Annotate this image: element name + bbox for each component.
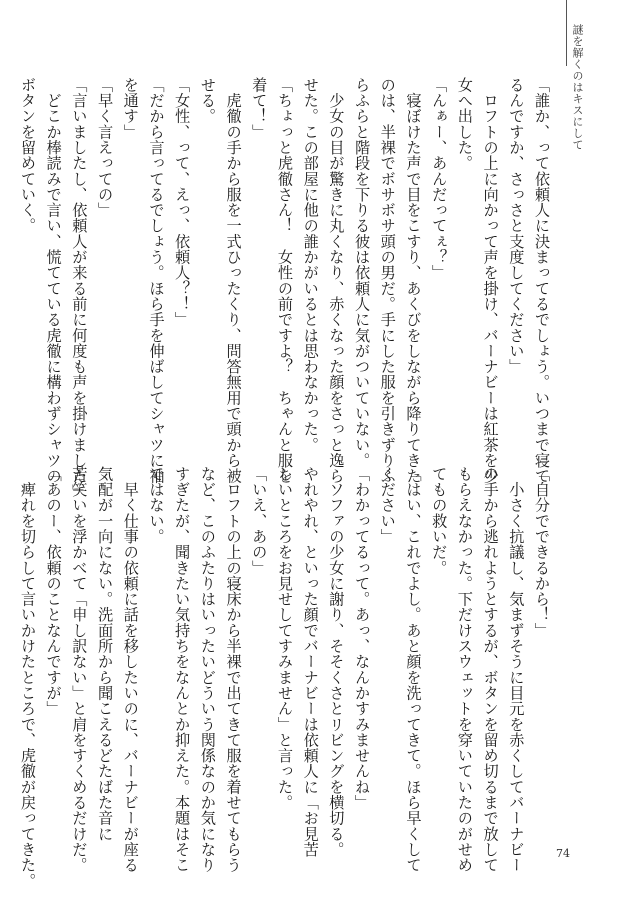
text-line: 「あのー、依頼のことなんですが」 xyxy=(44,466,63,717)
text-line: 「言いましたし、依頼人が来る前に何度も声を掛けました」 xyxy=(70,77,89,500)
text-line: 女へ出した。 xyxy=(455,77,474,171)
header-rule xyxy=(566,0,567,66)
text-line: 「だから言ってるでしょう。ほら手を伸ばしてシャツに袖 xyxy=(147,77,166,484)
text-line: 少女の目が驚きに丸くなり、赤くなった顔をさっと逸ら xyxy=(327,77,346,484)
running-title: 謎を解くのはキスにして xyxy=(571,24,584,151)
text-line: 「自分でできるから！」 xyxy=(533,466,551,639)
text-line: 小さく抗議し、気まずそうに目元を赤くしてバーナビー xyxy=(507,466,526,873)
text-line: やれやれ、といった顔でバーナビーは依頼人に「お見苦 xyxy=(301,466,320,858)
text-line: 「いえ、あの」 xyxy=(250,466,269,576)
text-line: らふらと階段を下りる彼は依頼人に気がついていない。 xyxy=(353,77,372,469)
text-line: 「はい、これでよし。あと顔を洗ってきて。ほら早くして xyxy=(404,466,423,873)
text-line: など、このふたりはいったいどういう関係なのか気になり xyxy=(198,466,217,873)
text-line: ではない。 xyxy=(147,466,166,545)
text-line: 「んぁー、あんだってぇ？」 xyxy=(430,77,449,281)
text-line: てもの救いだ。 xyxy=(430,466,449,576)
text-line: 苦笑いを浮かべて「申し訳ない」と肩をすくめるだけだ。 xyxy=(70,466,89,873)
text-line: せる。 xyxy=(198,77,217,124)
text-line: ください」 xyxy=(378,466,397,545)
text-line: どこか棒読みで言い、慌てている虎徹に構わずシャツの xyxy=(44,77,63,484)
text-line: ロフトの上に向かって声を掛け、バーナビーは紅茶を少 xyxy=(481,77,500,484)
text-line: るんですか、さっさと支度してください」 xyxy=(507,77,526,375)
text-line: 虎徹の手から服を一式ひったくり、問答無用で頭から被 xyxy=(224,77,243,484)
text-line: 早く仕事の依頼に話を移したいのに、バーナビーが座る xyxy=(121,466,140,873)
text-line: 「わかってるって。あっ、なんかすみませんね」 xyxy=(353,466,372,811)
text-line: せた。この部屋に他の誰かがいるとは思わなかった。 xyxy=(301,77,320,453)
text-line: すぎたが、聞きたい気持ちをなんとか抑えた。本題はそこ xyxy=(173,466,192,873)
text-line: 「誰か、って依頼人に決まってるでしょう。いつまで寝て xyxy=(533,77,551,484)
lower-text-block xyxy=(18,466,554,889)
text-line: の手から逃れようとするが、ボタンを留め切るまで放して xyxy=(481,466,500,873)
text-line: 気配が一向にない。洗面所から聞こえるどたばた音に xyxy=(96,466,115,842)
text-line: もらえなかった。下だけスウェットを穿いていたのがせめ xyxy=(455,466,474,873)
text-line: ボタンを留めていく。 xyxy=(18,77,37,234)
text-line: 寝ぼけた声で目をこすり、あくびをしながら降りてきた xyxy=(404,77,423,484)
text-line: ソファの少女に謝り、そそくさとリビングを横切る。 xyxy=(327,466,346,858)
text-line: しいところをお見せしてすみません」と言った。 xyxy=(275,466,294,811)
text-line: のは、半裸でボサボサ頭の男だ。手にした服を引きずりふ xyxy=(378,77,397,484)
text-line: 着て！」 xyxy=(250,77,269,140)
text-line: を通す」 xyxy=(121,77,140,140)
text-line: 「早く言えっての」 xyxy=(96,77,115,218)
text-line: 「ちょっと虎徹さん！ 女性の前ですよ？ ちゃんと服を xyxy=(275,77,294,484)
text-line: 「女性、って、えっ、依頼人？！」 xyxy=(173,77,192,328)
upper-text-block xyxy=(18,77,554,500)
text-line: 痺れを切らして言いかけたところで、虎徹が戻ってきた。 xyxy=(18,466,37,889)
text-line: ロフトの上の寝床から半裸で出てきて服を着せてもらう xyxy=(224,466,243,873)
page-number: 74 xyxy=(556,847,570,860)
